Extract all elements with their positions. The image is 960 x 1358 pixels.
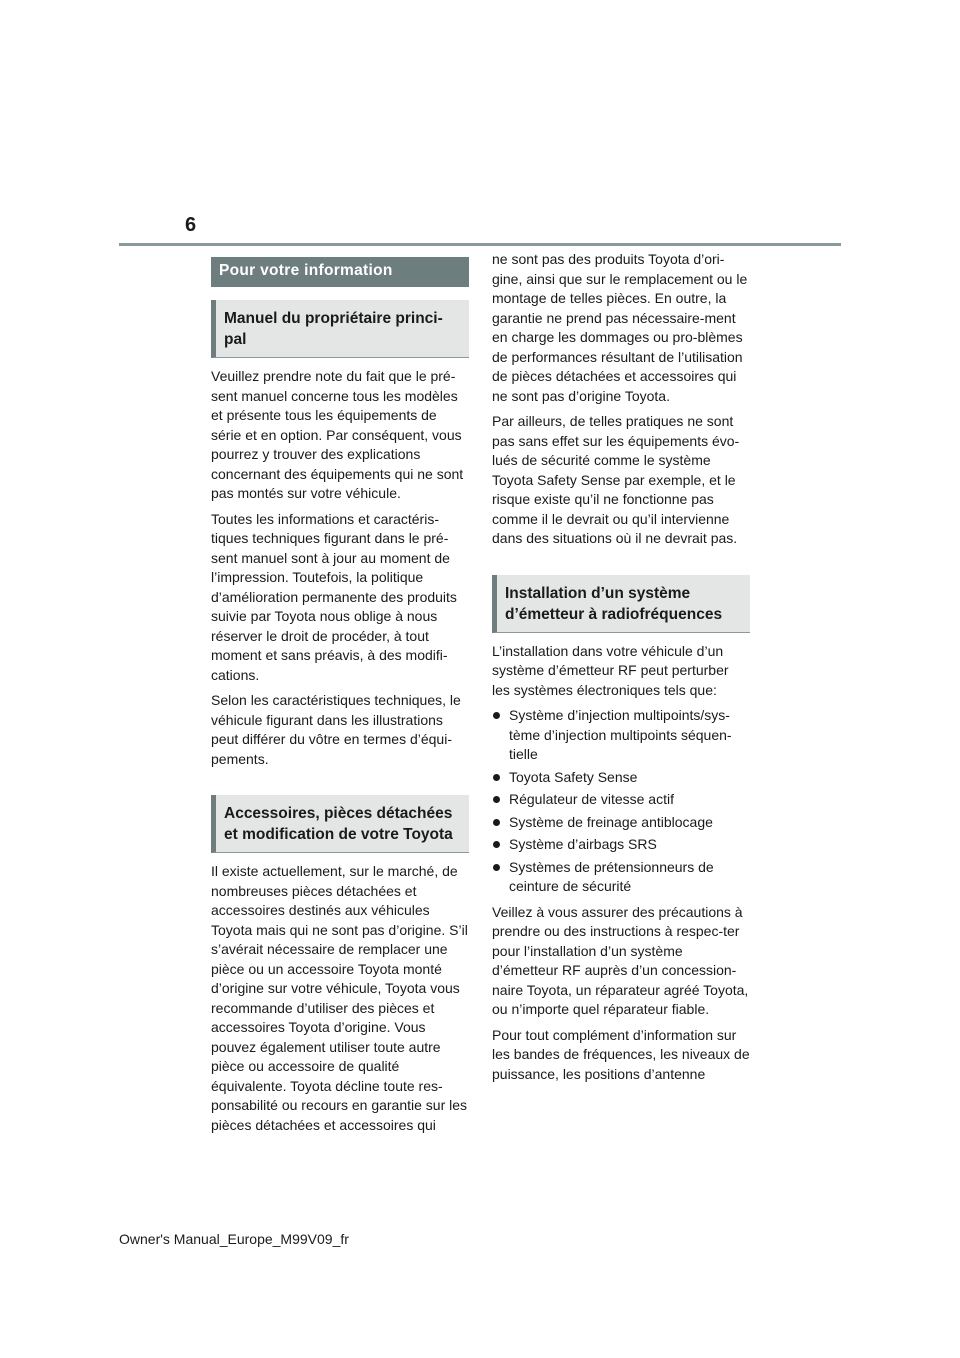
subheading-manuel: Manuel du propriétaire princi-pal — [211, 300, 469, 358]
section-title: Pour votre information — [211, 257, 469, 287]
paragraph: Veillez à vous assurer des précautions à prendre ou des instructions à respec-ter pour l’installation d’un système d’émetteur RF auprès d’un concession-naire Toyota, un réparateur agréé Toyota, ou n’importe quel réparateur fiable. — [492, 903, 749, 1017]
bullet-icon — [493, 819, 500, 826]
paragraph: Toutes les informations et caractéris-tiques techniques figurant dans le pré-sent manuel sont à jour au moment de l’impression. Toutefois, la politique d’amélioration permanente des produits suivie par Toyota nous oblige à nous réserver le droit de procéder, à tout moment et sans préavis, à des modifi-cations. — [211, 510, 457, 683]
list-item — [492, 835, 750, 855]
list-item-text: Systèmes de prétensionneurs de ceinture de sécurité — [509, 858, 714, 894]
paragraph: Il existe actuellement, sur le marché, de nombreuses pièces détachées et accessoires destinés aux véhicules Toyota mais qui ne sont pas d’origine. S’il s’avérait nécessaire de remplacer une pièce ou un accessoire Toyota monté d’origine sur votre véhicule, Toyota vous recommande d’utiliser des pièces et accessoires Toyota d’origine. Vous pouvez également utiliser toute autre pièce ou accessoire de qualité équivalente. Toyota décline toute res-ponsabilité ou recours en garantie sur les pièces détachées et accessoires qui — [211, 863, 468, 1133]
bullet-icon — [493, 796, 500, 803]
page-number: 6 — [185, 214, 197, 236]
list-item — [492, 858, 750, 897]
list-item — [492, 768, 750, 788]
bullet-list — [492, 706, 750, 897]
list-item-text: Régulateur de vitesse actif — [509, 791, 674, 807]
paragraph: Par ailleurs, de telles pratiques ne sont pas sans effet sur les équipements évo-lués de sécurité comme le système Toyota Safety Sense par exemple, et le risque existe qu’il ne fonctionne pas comme il le devrait ou qu’il intervienne dans des situations où il ne devrait pas. — [492, 413, 740, 546]
footer-doc-id: Owner's Manual_Europe_M99V09_fr — [119, 1231, 349, 1247]
paragraph: L’installation dans votre véhicule d’un système d’émetteur RF peut perturber les systèmes électroniques tels que: — [492, 642, 729, 698]
left-column — [211, 257, 469, 1141]
bullet-icon — [493, 712, 500, 719]
list-item — [492, 706, 750, 765]
list-item — [492, 790, 750, 810]
bullet-icon — [493, 841, 500, 848]
list-item-text: Système d’injection multipoints/sys-tème d’injection multipoints séquen-tielle — [509, 707, 732, 762]
subheading-installation: Installation d’un système d’émetteur à radiofréquences — [492, 575, 750, 633]
paragraph: Selon les caractéristiques techniques, le véhicule figurant dans les illustrations peut différer du vôtre en termes d’équi-pements. — [211, 692, 461, 767]
bullet-icon — [493, 774, 500, 781]
list-item-text: Système de freinage antiblocage — [509, 813, 713, 830]
header-rule — [119, 243, 841, 246]
paragraph: Veuillez prendre note du fait que le pré-sent manuel concerne tous les modèles et présente tous les équipements de série et en option. Par conséquent, vous pourrez y trouver des explications concernant des équipements qui ne sont pas montés sur votre véhicule. — [211, 368, 464, 501]
paragraph: ne sont pas des produits Toyota d’ori-gine, ainsi que sur le remplacement ou le montage de telles pièces. En outre, la garantie ne prend pas nécessaire-ment en charge les dommages ou pro-blèmes de performances résultant de l’utilisation de pièces détachées et accessoires qui ne sont pas d’origine Toyota. — [492, 251, 748, 404]
list-item — [492, 813, 750, 833]
bullet-icon — [493, 864, 500, 871]
paragraph: Pour tout complément d’information sur les bandes de fréquences, les niveaux de puissance, les positions d’antenne — [492, 1026, 750, 1082]
list-item-text: Système d’airbags SRS — [509, 836, 657, 852]
list-item-text: Toyota Safety Sense — [509, 768, 638, 785]
subheading-accessoires: Accessoires, pièces détachées et modification de votre Toyota — [211, 795, 469, 853]
right-column — [492, 250, 750, 1090]
